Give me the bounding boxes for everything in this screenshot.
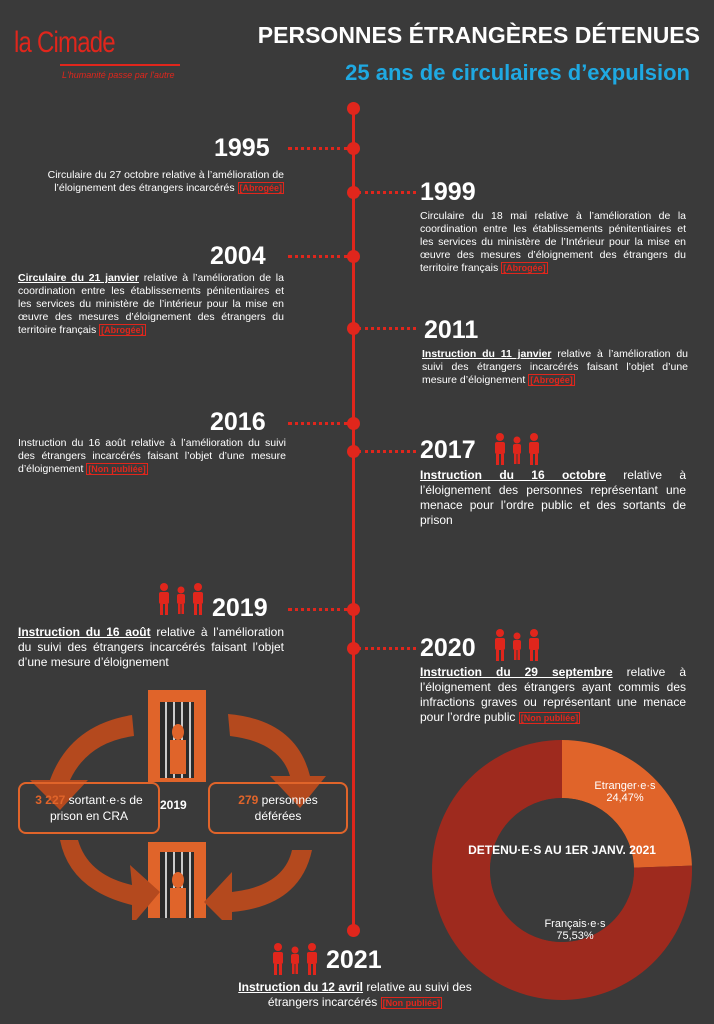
prison-cell-icon — [148, 690, 206, 782]
donut-chart — [430, 738, 694, 1002]
entry-1995: Circulaire du 27 octobre relative à l’amélioration de l’éloignement des étrangers incarcérés [Abrogée] — [47, 169, 284, 194]
year-2021: 2021 — [326, 946, 382, 974]
timeline-start-dot — [347, 102, 360, 115]
timeline-dot-2021 — [347, 924, 360, 937]
entry-2019: Instruction du 16 août relative à l’amélioration du suivi des étrangers incarcérés faisant l’objet d’une mesure d’éloignement — [18, 625, 284, 669]
entry-2011: Instruction du 11 janvier relative à l’amélioration du suivi des étrangers incarcérés faisant l’objet d’une mesure d’éloignement [Abrogée] — [422, 348, 689, 386]
stat-deferees: 279 personnes déférées — [208, 782, 348, 834]
logo-underline — [60, 64, 180, 66]
label-etrangers: Etranger·e·s 24,47% — [594, 780, 656, 804]
timeline-line — [352, 108, 355, 928]
year-1999: 1999 — [420, 178, 476, 206]
entry-1999: Circulaire du 18 mai relative à l’amélioration de la coordination entre les établissements pénitentiaires et les services du ministère de l’Intérieur pour la mise en œuvre des mesures d’éloignement des étrangers du territoire français [Abrogée] — [420, 210, 686, 274]
people-icon — [492, 432, 542, 466]
year-2004: 2004 — [210, 242, 266, 270]
connector-2016 — [288, 422, 348, 425]
connector-2020 — [358, 647, 416, 650]
timeline-dot-2004 — [347, 250, 360, 263]
logo: la Cimade — [14, 26, 115, 59]
timeline-dot-2019 — [347, 603, 360, 616]
year-2020: 2020 — [420, 634, 476, 662]
connector-2019 — [288, 608, 348, 611]
timeline-dot-2016 — [347, 417, 360, 430]
entry-2017: Instruction du 16 octobre relative à l’éloignement des personnes représentant une menace pour l’ordre public et des sortants de prison — [420, 468, 686, 527]
connector-1999 — [358, 191, 416, 194]
logo-tagline: L'humanité passe par l'autre — [62, 70, 175, 80]
chart-title: DETENU·E·S AU 1ER JANV. 2021 — [468, 843, 656, 857]
entry-2004: Circulaire du 21 janvier relative à l’amélioration de la coordination entre les établissements pénitentiaires et les services du ministère de l’intérieur pour la mise en œuvre des mesures d’éloignement des étrangers du territoire français [Abrogée] — [18, 272, 284, 336]
year-2016: 2016 — [210, 408, 266, 436]
stat-sortants-cra: 3 227 sortant·e·s de prison en CRA — [18, 782, 160, 834]
entry-2016: Instruction du 16 août relative à l’amélioration du suivi des étrangers incarcérés faisant l’objet d’une mesure d’éloignement [Non publiée] — [18, 437, 286, 475]
timeline-dot-1995 — [347, 142, 360, 155]
people-icon — [492, 628, 542, 662]
entry-2021: Instruction du 12 avril relative au suivi des étrangers incarcérés [Non publiée] — [238, 980, 472, 1009]
people-icon — [270, 942, 320, 976]
connector-2004 — [288, 255, 348, 258]
year-1995: 1995 — [214, 134, 270, 162]
label-francais: Français·e·s 75,53% — [544, 918, 606, 942]
prison-cell-icon — [148, 842, 206, 918]
entry-2020: Instruction du 29 septembre relative à l’éloignement des étrangers ayant commis des infractions graves ou représentant une menace pour l’ordre public [Non publiée] — [420, 665, 687, 724]
stat-year: 2019 — [160, 798, 187, 812]
page-subtitle: 25 ans de circulaires d’expulsion — [345, 60, 690, 85]
people-icon — [156, 582, 206, 616]
year-2019: 2019 — [212, 594, 268, 622]
year-2017: 2017 — [420, 436, 476, 464]
page-title: PERSONNES ÉTRANGÈRES DÉTENUES — [257, 22, 700, 48]
connector-2017 — [358, 450, 416, 453]
connector-1995 — [288, 147, 348, 150]
year-2011: 2011 — [424, 316, 479, 344]
connector-2011 — [358, 327, 416, 330]
